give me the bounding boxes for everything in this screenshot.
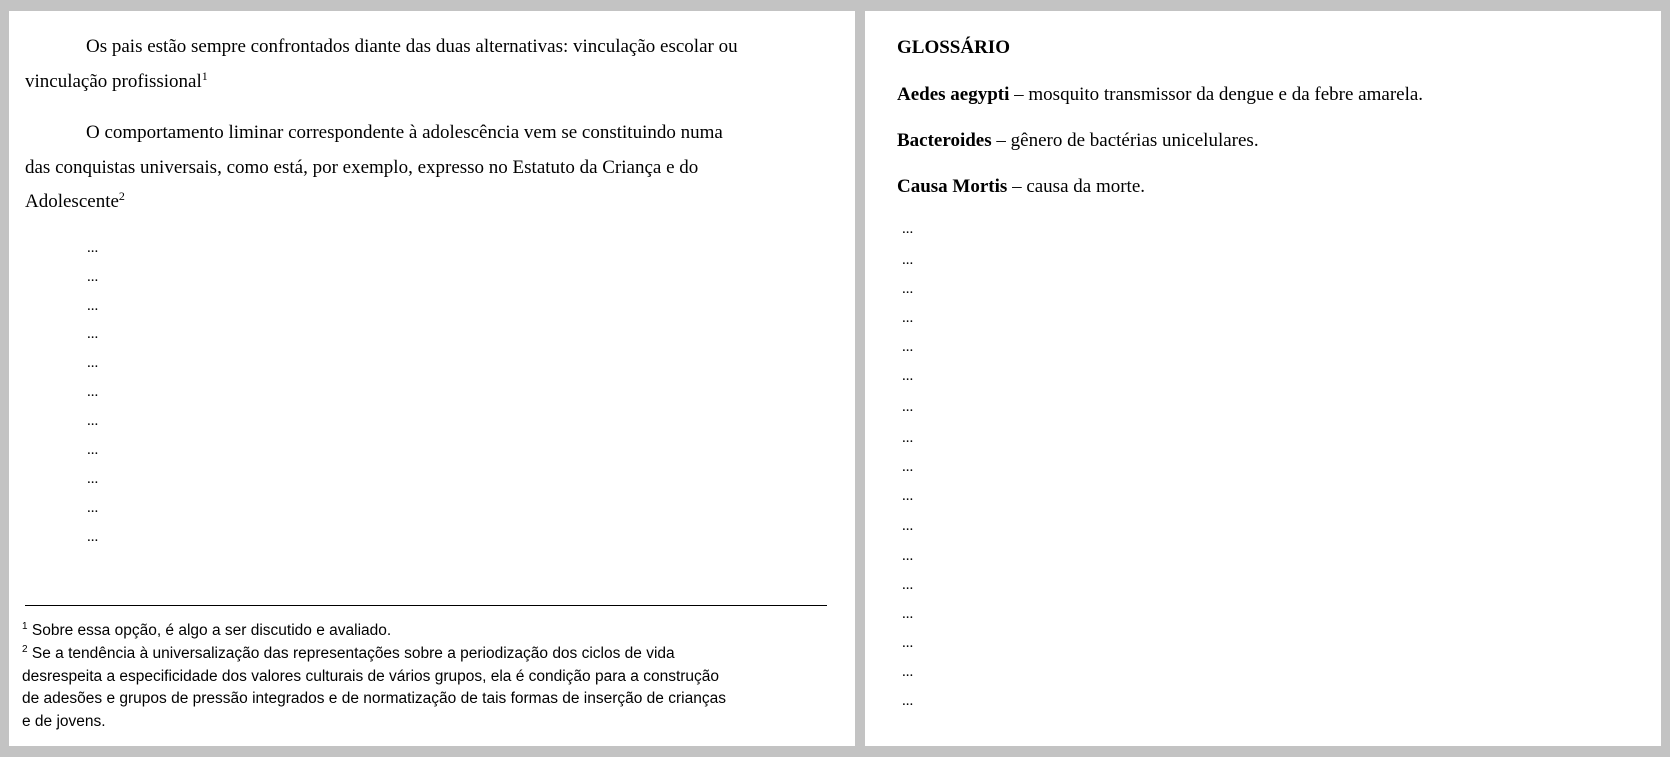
- footnote-2: [22, 643, 782, 733]
- ellipsis-line: ...: [902, 399, 914, 415]
- ellipsis-line: ...: [902, 606, 914, 622]
- ellipsis-line: ...: [87, 269, 99, 285]
- ellipsis-line: ...: [87, 240, 99, 256]
- glossary-definition: – causa da morte.: [1007, 176, 1146, 197]
- ellipsis-line: ...: [902, 518, 914, 534]
- ellipsis-line: ...: [902, 281, 914, 297]
- footnote-ref-1[interactable]: 1: [201, 68, 208, 83]
- paragraph-2: [25, 116, 845, 220]
- ellipsis-line: ...: [87, 500, 99, 516]
- ellipsis-line: ...: [902, 221, 914, 237]
- ellipsis-line: ...: [87, 355, 99, 371]
- footnote-1: [22, 620, 782, 643]
- footnote-1-text: Sobre essa opção, é algo a ser discutido e avaliado.: [31, 622, 392, 639]
- document-page-right: [865, 11, 1661, 746]
- ellipsis-line: ...: [87, 298, 99, 314]
- footnote-2-line-3: de adesões e grupos de pressão integrados e de normatização de tais formas de inserção de crianças: [22, 690, 726, 707]
- ellipsis-line: ...: [87, 326, 99, 342]
- ellipsis-line: ...: [902, 430, 914, 446]
- footnote-2-mark: 2: [22, 644, 28, 655]
- ellipsis-line: ...: [87, 471, 99, 487]
- footnote-2-line-2: desrespeita a especificidade dos valores culturais de vários grupos, ela é condição para a construção: [22, 667, 720, 685]
- glossary-term: Bacteroides: [897, 130, 992, 151]
- ellipsis-line: ...: [902, 693, 914, 709]
- ellipsis-line: ...: [902, 310, 914, 326]
- glossary-term: Aedes aegypti: [897, 84, 1010, 105]
- glossary-entry: [897, 175, 1145, 199]
- glossary-definition: – gênero de bactérias unicelulares.: [991, 130, 1259, 151]
- ellipsis-line: ...: [902, 368, 914, 384]
- paragraph-1-line-1: Os pais estão sempre confrontados diante das duas alternativas: vinculação escolar ou: [86, 36, 738, 57]
- ellipsis-line: ...: [87, 442, 99, 458]
- ellipsis-line: ...: [902, 459, 914, 475]
- ellipsis-line: ...: [87, 413, 99, 429]
- footnote-ref-2[interactable]: 2: [118, 189, 125, 203]
- ellipsis-line: ...: [87, 529, 99, 545]
- paragraph-2-line-1: O comportamento liminar correspondente à adolescência vem se constituindo numa: [86, 122, 723, 143]
- footnote-separator: [25, 605, 827, 606]
- ellipsis-line: ...: [902, 339, 914, 355]
- ellipsis-line: ...: [902, 577, 914, 593]
- paragraph-2-line-2: das conquistas universais, como está, por exemplo, expresso no Estatuto da Criança e do: [25, 156, 699, 178]
- glossary-definition: – mosquito transmissor da dengue e da febre amarela.: [1009, 84, 1424, 105]
- glossary-entry: [897, 83, 1423, 107]
- footnote-2-line-1: Se a tendência à universalização das representações sobre a periodização dos ciclos de vida: [31, 645, 675, 662]
- ellipsis-line: ...: [902, 252, 914, 268]
- glossary-term: Causa Mortis: [897, 176, 1008, 197]
- glossary-entry: [897, 129, 1259, 153]
- paragraph-1-line-2: vinculação profissional: [25, 70, 202, 92]
- document-page-left: [9, 11, 855, 746]
- ellipsis-line: ...: [902, 664, 914, 680]
- ellipsis-line: ...: [902, 548, 914, 564]
- ellipsis-line: ...: [87, 384, 99, 400]
- ellipsis-line: ...: [902, 635, 914, 651]
- paragraph-1: [25, 30, 845, 99]
- footnote-2-line-4: e de jovens.: [22, 712, 106, 730]
- footnote-1-mark: 1: [22, 621, 28, 632]
- glossary-title: GLOSSÁRIO: [897, 37, 1010, 58]
- paragraph-2-line-3: Adolescente: [25, 191, 119, 212]
- ellipsis-line: ...: [902, 488, 914, 504]
